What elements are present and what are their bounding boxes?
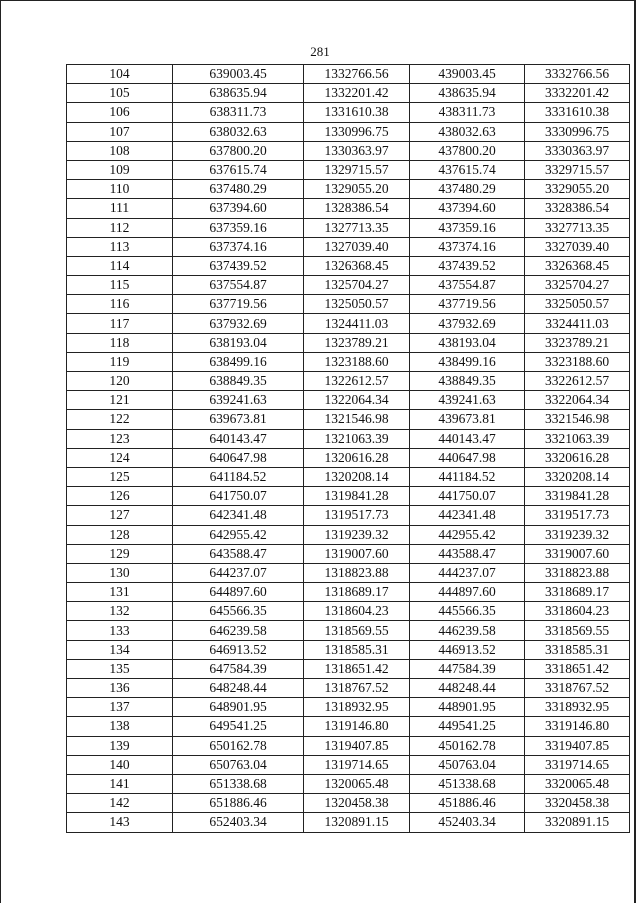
y-coordinate-cell: 1320065.48	[304, 774, 410, 793]
y-local-cell: 3320065.48	[525, 774, 630, 793]
x-local-cell: 437359.16	[410, 218, 525, 237]
y-coordinate-cell: 1320891.15	[304, 813, 410, 832]
x-local-cell: 437394.60	[410, 199, 525, 218]
x-coordinate-cell: 639003.45	[173, 65, 304, 84]
table-row	[67, 333, 630, 352]
table-row	[67, 698, 630, 717]
x-local-cell: 440143.47	[410, 429, 525, 448]
table-row	[67, 659, 630, 678]
x-coordinate-cell: 638193.04	[173, 333, 304, 352]
x-local-cell: 438032.63	[410, 122, 525, 141]
y-coordinate-cell: 1318932.95	[304, 698, 410, 717]
point-number-cell: 128	[67, 525, 173, 544]
table-row	[67, 199, 630, 218]
point-number-cell: 141	[67, 774, 173, 793]
table-row	[67, 256, 630, 275]
table-row	[67, 563, 630, 582]
x-coordinate-cell: 637719.56	[173, 295, 304, 314]
y-coordinate-cell: 1319841.28	[304, 487, 410, 506]
x-coordinate-cell: 652403.34	[173, 813, 304, 832]
table-row	[67, 429, 630, 448]
table-row	[67, 487, 630, 506]
point-number-cell: 124	[67, 448, 173, 467]
point-number-cell: 137	[67, 698, 173, 717]
y-local-cell: 3319517.73	[525, 506, 630, 525]
y-local-cell: 3329715.57	[525, 160, 630, 179]
y-local-cell: 3318689.17	[525, 583, 630, 602]
x-coordinate-cell: 637615.74	[173, 160, 304, 179]
x-coordinate-cell: 649541.25	[173, 717, 304, 736]
y-local-cell: 3323188.60	[525, 352, 630, 371]
y-local-cell: 3319714.65	[525, 755, 630, 774]
table-row	[67, 410, 630, 429]
x-coordinate-cell: 650763.04	[173, 755, 304, 774]
point-number-cell: 105	[67, 84, 173, 103]
x-local-cell: 445566.35	[410, 602, 525, 621]
point-number-cell: 139	[67, 736, 173, 755]
x-coordinate-cell: 648248.44	[173, 679, 304, 698]
x-local-cell: 451886.46	[410, 794, 525, 813]
y-local-cell: 3319146.80	[525, 717, 630, 736]
y-coordinate-cell: 1329055.20	[304, 180, 410, 199]
y-local-cell: 3325704.27	[525, 276, 630, 295]
x-coordinate-cell: 651886.46	[173, 794, 304, 813]
x-local-cell: 437554.87	[410, 276, 525, 295]
y-coordinate-cell: 1321063.39	[304, 429, 410, 448]
table-row	[67, 794, 630, 813]
x-local-cell: 439241.63	[410, 391, 525, 410]
coordinates-table-body	[67, 65, 630, 833]
x-coordinate-cell: 651338.68	[173, 774, 304, 793]
point-number-cell: 114	[67, 256, 173, 275]
x-local-cell: 442341.48	[410, 506, 525, 525]
x-local-cell: 444897.60	[410, 583, 525, 602]
y-coordinate-cell: 1325050.57	[304, 295, 410, 314]
x-local-cell: 439003.45	[410, 65, 525, 84]
x-local-cell: 448248.44	[410, 679, 525, 698]
y-coordinate-cell: 1318604.23	[304, 602, 410, 621]
y-local-cell: 3329055.20	[525, 180, 630, 199]
y-local-cell: 3318651.42	[525, 659, 630, 678]
y-coordinate-cell: 1326368.45	[304, 256, 410, 275]
point-number-cell: 129	[67, 544, 173, 563]
point-number-cell: 132	[67, 602, 173, 621]
y-local-cell: 3318585.31	[525, 640, 630, 659]
x-local-cell: 449541.25	[410, 717, 525, 736]
table-row	[67, 679, 630, 698]
x-coordinate-cell: 638499.16	[173, 352, 304, 371]
x-coordinate-cell: 645566.35	[173, 602, 304, 621]
point-number-cell: 111	[67, 199, 173, 218]
x-coordinate-cell: 637359.16	[173, 218, 304, 237]
page-number: 281	[310, 44, 330, 59]
x-coordinate-cell: 637480.29	[173, 180, 304, 199]
x-local-cell: 439673.81	[410, 410, 525, 429]
y-coordinate-cell: 1319146.80	[304, 717, 410, 736]
y-coordinate-cell: 1320458.38	[304, 794, 410, 813]
x-coordinate-cell: 637374.16	[173, 237, 304, 256]
table-row	[67, 774, 630, 793]
x-coordinate-cell: 638849.35	[173, 372, 304, 391]
x-coordinate-cell: 637439.52	[173, 256, 304, 275]
y-coordinate-cell: 1325704.27	[304, 276, 410, 295]
point-number-cell: 142	[67, 794, 173, 813]
table-row	[67, 295, 630, 314]
y-local-cell: 3328386.54	[525, 199, 630, 218]
x-coordinate-cell: 640143.47	[173, 429, 304, 448]
point-number-cell: 143	[67, 813, 173, 832]
y-coordinate-cell: 1320208.14	[304, 467, 410, 486]
point-number-cell: 136	[67, 679, 173, 698]
x-local-cell: 450763.04	[410, 755, 525, 774]
x-local-cell: 438193.04	[410, 333, 525, 352]
y-local-cell: 3331610.38	[525, 103, 630, 122]
y-coordinate-cell: 1319714.65	[304, 755, 410, 774]
y-coordinate-cell: 1319517.73	[304, 506, 410, 525]
x-coordinate-cell: 639673.81	[173, 410, 304, 429]
y-coordinate-cell: 1323188.60	[304, 352, 410, 371]
y-coordinate-cell: 1322064.34	[304, 391, 410, 410]
y-coordinate-cell: 1324411.03	[304, 314, 410, 333]
x-local-cell: 437719.56	[410, 295, 525, 314]
table-row	[67, 180, 630, 199]
x-coordinate-cell: 648901.95	[173, 698, 304, 717]
point-number-cell: 108	[67, 141, 173, 160]
point-number-cell: 106	[67, 103, 173, 122]
y-coordinate-cell: 1323789.21	[304, 333, 410, 352]
x-coordinate-cell: 646913.52	[173, 640, 304, 659]
table-row	[67, 506, 630, 525]
y-coordinate-cell: 1319007.60	[304, 544, 410, 563]
coordinates-table	[66, 64, 630, 833]
point-number-cell: 113	[67, 237, 173, 256]
y-local-cell: 3320458.38	[525, 794, 630, 813]
x-coordinate-cell: 638635.94	[173, 84, 304, 103]
point-number-cell: 133	[67, 621, 173, 640]
x-coordinate-cell: 641184.52	[173, 467, 304, 486]
y-coordinate-cell: 1332766.56	[304, 65, 410, 84]
y-coordinate-cell: 1327713.35	[304, 218, 410, 237]
y-local-cell: 3323789.21	[525, 333, 630, 352]
y-coordinate-cell: 1318651.42	[304, 659, 410, 678]
point-number-cell: 125	[67, 467, 173, 486]
y-coordinate-cell: 1328386.54	[304, 199, 410, 218]
y-local-cell: 3330363.97	[525, 141, 630, 160]
y-local-cell: 3332766.56	[525, 65, 630, 84]
x-coordinate-cell: 638311.73	[173, 103, 304, 122]
point-number-cell: 104	[67, 65, 173, 84]
table-row	[67, 467, 630, 486]
point-number-cell: 130	[67, 563, 173, 582]
table-row	[67, 525, 630, 544]
y-local-cell: 3326368.45	[525, 256, 630, 275]
point-number-cell: 126	[67, 487, 173, 506]
x-local-cell: 448901.95	[410, 698, 525, 717]
y-local-cell: 3332201.42	[525, 84, 630, 103]
point-number-cell: 116	[67, 295, 173, 314]
y-coordinate-cell: 1321546.98	[304, 410, 410, 429]
y-coordinate-cell: 1320616.28	[304, 448, 410, 467]
x-coordinate-cell: 643588.47	[173, 544, 304, 563]
point-number-cell: 140	[67, 755, 173, 774]
table-row	[67, 314, 630, 333]
y-local-cell: 3325050.57	[525, 295, 630, 314]
table-row	[67, 276, 630, 295]
y-local-cell: 3324411.03	[525, 314, 630, 333]
x-coordinate-cell: 637394.60	[173, 199, 304, 218]
point-number-cell: 122	[67, 410, 173, 429]
table-row	[67, 621, 630, 640]
table-row	[67, 391, 630, 410]
x-coordinate-cell: 650162.78	[173, 736, 304, 755]
y-local-cell: 3327713.35	[525, 218, 630, 237]
point-number-cell: 118	[67, 333, 173, 352]
x-coordinate-cell: 644897.60	[173, 583, 304, 602]
x-local-cell: 441184.52	[410, 467, 525, 486]
y-local-cell: 3318569.55	[525, 621, 630, 640]
y-coordinate-cell: 1318585.31	[304, 640, 410, 659]
y-local-cell: 3318767.52	[525, 679, 630, 698]
x-coordinate-cell: 644237.07	[173, 563, 304, 582]
x-coordinate-cell: 646239.58	[173, 621, 304, 640]
x-local-cell: 437800.20	[410, 141, 525, 160]
y-local-cell: 3321063.39	[525, 429, 630, 448]
y-local-cell: 3321546.98	[525, 410, 630, 429]
table-row	[67, 813, 630, 832]
table-row	[67, 736, 630, 755]
x-local-cell: 447584.39	[410, 659, 525, 678]
x-local-cell: 442955.42	[410, 525, 525, 544]
table-row	[67, 602, 630, 621]
point-number-cell: 107	[67, 122, 173, 141]
point-number-cell: 112	[67, 218, 173, 237]
y-local-cell: 3318932.95	[525, 698, 630, 717]
x-local-cell: 441750.07	[410, 487, 525, 506]
point-number-cell: 119	[67, 352, 173, 371]
point-number-cell: 135	[67, 659, 173, 678]
y-local-cell: 3319407.85	[525, 736, 630, 755]
y-local-cell: 3322612.57	[525, 372, 630, 391]
table-row	[67, 640, 630, 659]
point-number-cell: 123	[67, 429, 173, 448]
y-coordinate-cell: 1318569.55	[304, 621, 410, 640]
table-row	[67, 141, 630, 160]
y-local-cell: 3318823.88	[525, 563, 630, 582]
y-coordinate-cell: 1322612.57	[304, 372, 410, 391]
x-local-cell: 438499.16	[410, 352, 525, 371]
point-number-cell: 109	[67, 160, 173, 179]
x-coordinate-cell: 647584.39	[173, 659, 304, 678]
table-row	[67, 122, 630, 141]
table-row	[67, 237, 630, 256]
x-local-cell: 438849.35	[410, 372, 525, 391]
y-coordinate-cell: 1319239.32	[304, 525, 410, 544]
y-coordinate-cell: 1332201.42	[304, 84, 410, 103]
y-local-cell: 3320208.14	[525, 467, 630, 486]
y-local-cell: 3327039.40	[525, 237, 630, 256]
y-coordinate-cell: 1329715.57	[304, 160, 410, 179]
y-coordinate-cell: 1330363.97	[304, 141, 410, 160]
x-coordinate-cell: 637932.69	[173, 314, 304, 333]
x-coordinate-cell: 639241.63	[173, 391, 304, 410]
point-number-cell: 120	[67, 372, 173, 391]
table-row	[67, 755, 630, 774]
y-local-cell: 3322064.34	[525, 391, 630, 410]
y-coordinate-cell: 1318823.88	[304, 563, 410, 582]
y-coordinate-cell: 1319407.85	[304, 736, 410, 755]
table-row	[67, 448, 630, 467]
x-coordinate-cell: 640647.98	[173, 448, 304, 467]
x-local-cell: 450162.78	[410, 736, 525, 755]
table-row	[67, 717, 630, 736]
table-row	[67, 583, 630, 602]
table-row	[67, 84, 630, 103]
y-coordinate-cell: 1330996.75	[304, 122, 410, 141]
x-local-cell: 446913.52	[410, 640, 525, 659]
x-local-cell: 446239.58	[410, 621, 525, 640]
y-local-cell: 3318604.23	[525, 602, 630, 621]
point-number-cell: 127	[67, 506, 173, 525]
x-local-cell: 452403.34	[410, 813, 525, 832]
point-number-cell: 117	[67, 314, 173, 333]
table-row	[67, 372, 630, 391]
x-coordinate-cell: 642341.48	[173, 506, 304, 525]
table-row	[67, 103, 630, 122]
point-number-cell: 131	[67, 583, 173, 602]
y-local-cell: 3320891.15	[525, 813, 630, 832]
y-coordinate-cell: 1327039.40	[304, 237, 410, 256]
x-local-cell: 437439.52	[410, 256, 525, 275]
x-local-cell: 451338.68	[410, 774, 525, 793]
y-local-cell: 3319841.28	[525, 487, 630, 506]
point-number-cell: 121	[67, 391, 173, 410]
table-row	[67, 65, 630, 84]
x-local-cell: 438635.94	[410, 84, 525, 103]
x-local-cell: 440647.98	[410, 448, 525, 467]
y-coordinate-cell: 1318689.17	[304, 583, 410, 602]
point-number-cell: 134	[67, 640, 173, 659]
x-coordinate-cell: 642955.42	[173, 525, 304, 544]
table-row	[67, 218, 630, 237]
x-local-cell: 437615.74	[410, 160, 525, 179]
x-local-cell: 438311.73	[410, 103, 525, 122]
x-coordinate-cell: 641750.07	[173, 487, 304, 506]
y-coordinate-cell: 1318767.52	[304, 679, 410, 698]
table-row	[67, 160, 630, 179]
point-number-cell: 138	[67, 717, 173, 736]
x-local-cell: 443588.47	[410, 544, 525, 563]
x-local-cell: 444237.07	[410, 563, 525, 582]
y-local-cell: 3320616.28	[525, 448, 630, 467]
x-local-cell: 437932.69	[410, 314, 525, 333]
x-coordinate-cell: 637554.87	[173, 276, 304, 295]
x-local-cell: 437374.16	[410, 237, 525, 256]
x-coordinate-cell: 637800.20	[173, 141, 304, 160]
y-coordinate-cell: 1331610.38	[304, 103, 410, 122]
point-number-cell: 115	[67, 276, 173, 295]
y-local-cell: 3319239.32	[525, 525, 630, 544]
table-row	[67, 352, 630, 371]
y-local-cell: 3319007.60	[525, 544, 630, 563]
table-row	[67, 544, 630, 563]
x-local-cell: 437480.29	[410, 180, 525, 199]
y-local-cell: 3330996.75	[525, 122, 630, 141]
point-number-cell: 110	[67, 180, 173, 199]
x-coordinate-cell: 638032.63	[173, 122, 304, 141]
